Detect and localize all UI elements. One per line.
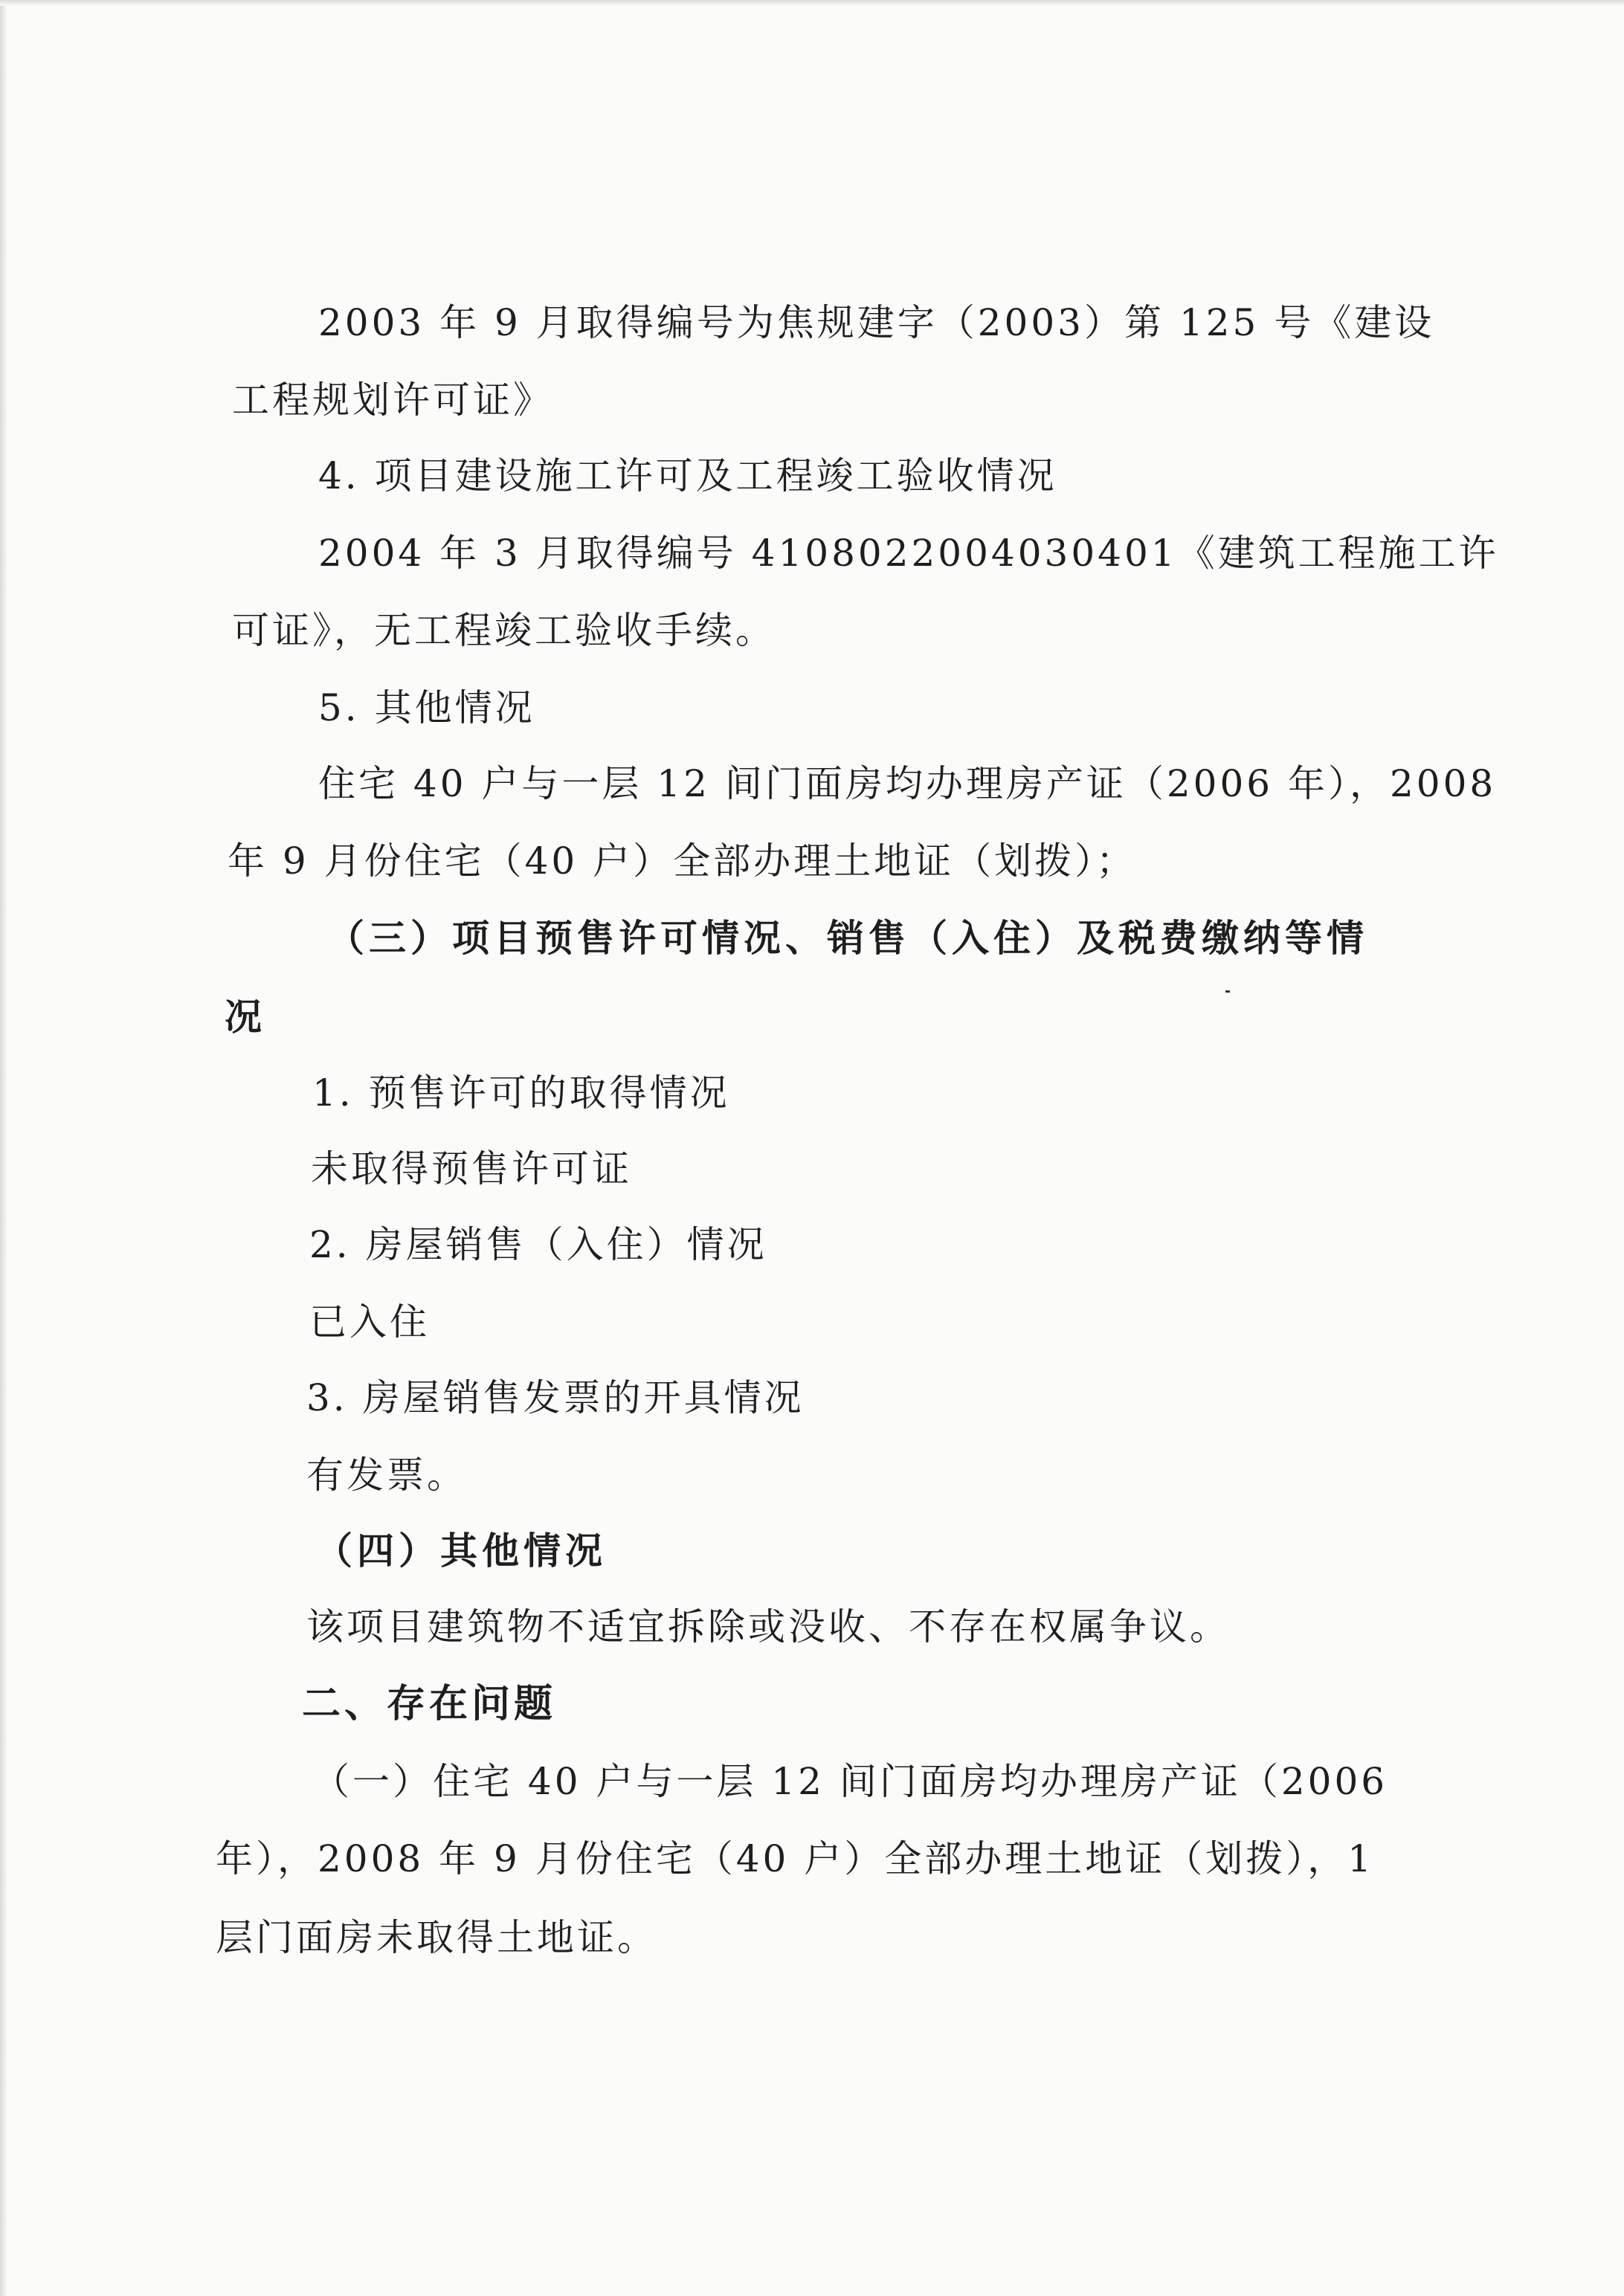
- text-line: 年），2008 年 9 月份住宅（40 户）全部办理土地证（划拨），1: [216, 1837, 1375, 1880]
- text-line: 该项目建筑物不适宜拆除或没收、不存在权属争议。: [306, 1605, 1230, 1648]
- text-line: 住宅 40 户与一层 12 间门面房均办理房产证（2006 年），2008: [318, 762, 1497, 805]
- text-line: 2004 年 3 月取得编号 4108022004030401《建筑工程施工许: [318, 532, 1499, 575]
- text-line: 工程规划许可证》: [232, 378, 553, 422]
- text-line: 2003 年 9 月取得编号为焦规建字（2003）第 125 号《建设: [318, 301, 1435, 344]
- section-item-4-title: 4. 项目建设施工许可及工程竣工验收情况: [318, 454, 1057, 497]
- text-line: 可证》，无工程竣工验收手续。: [232, 609, 776, 652]
- subsection-3-heading: （三）项目预售许可情况、销售（入住）及税费缴纳等情: [327, 917, 1368, 960]
- text-line: 已入住: [309, 1300, 430, 1344]
- scan-speck: [1225, 990, 1230, 993]
- section-item-1-title: 1. 预售许可的取得情况: [312, 1071, 730, 1115]
- text-line: 未取得预售许可证: [311, 1147, 632, 1190]
- section-item-2-title: 2. 房屋销售（入住）情况: [309, 1223, 767, 1266]
- page-top-shadow: [0, 0, 1624, 6]
- section-2-heading: 二、存在问题: [302, 1682, 557, 1726]
- subsection-4-heading: （四）其他情况: [315, 1529, 607, 1573]
- page-edge-shadow: [0, 0, 7, 2296]
- text-line: 层门面房未取得土地证。: [216, 1916, 657, 1959]
- text-line: （一）住宅 40 户与一层 12 间门面房均办理房产证（2006: [312, 1760, 1388, 1803]
- section-item-5-title: 5. 其他情况: [318, 686, 535, 729]
- subsection-3-heading-cont: 况: [225, 996, 266, 1039]
- section-item-3-title: 3. 房屋销售发票的开具情况: [306, 1376, 805, 1419]
- text-line: 年 9 月份住宅（40 户）全部办理土地证（划拨）；: [228, 839, 1137, 883]
- text-line: 有发票。: [306, 1454, 467, 1497]
